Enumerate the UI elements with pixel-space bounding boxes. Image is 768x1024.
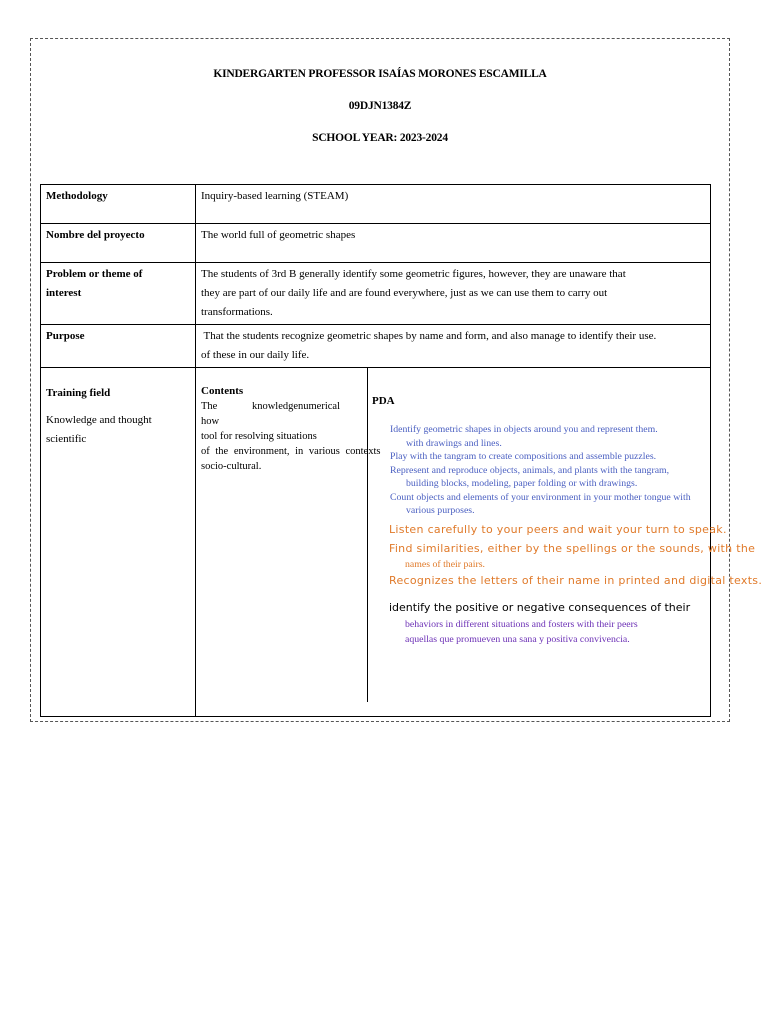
project-row [41, 224, 711, 263]
purpose-value [196, 325, 711, 368]
purpose-value-line1: That the students recognize geometric shapes by name and form, and also manage to identify their use. [201, 330, 657, 342]
pda-item-text: Count objects and elements of your environment in your mother tongue with [390, 491, 691, 503]
pda-item [390, 423, 762, 437]
methodology-value: Inquiry-based learning (STEAM) [196, 185, 711, 224]
methodology-label: Methodology [41, 185, 196, 224]
pda-orange-1: Listen carefully to your peers and wait your turn to speak. [389, 522, 727, 536]
pda-item-text-cont: various purposes. [406, 505, 475, 516]
purpose-label: Purpose [41, 325, 196, 368]
pda-behavior-block [372, 598, 762, 647]
school-year: SCHOOL YEAR: 2023-2024 [312, 132, 448, 144]
problem-label [41, 263, 196, 325]
training-label-cell [41, 368, 196, 717]
pda-orange-2: Find similarities, either by the spellings or the sounds, with the [389, 541, 756, 555]
contents-line4: socio-cultural. [201, 461, 262, 472]
school-name: KINDERGARTEN PROFESSOR ISAÍAS MORONES ESCAMILLA [213, 68, 547, 80]
contents-column [196, 368, 381, 702]
project-label: Nombre del proyecto [41, 224, 196, 263]
training-label: Training field [46, 387, 111, 399]
purpose-value-line2: of these in our daily life. [201, 349, 310, 361]
methodology-row [41, 185, 711, 224]
pda-orange-2b: names of their pairs. [405, 558, 485, 570]
pda-item [390, 464, 762, 478]
training-content-cell [196, 368, 763, 717]
pda-item-text: Play with the tangram to create compositions and assemble puzzles. [390, 451, 657, 462]
pda-item-text-cont: with drawings and lines. [406, 437, 502, 449]
training-row [41, 368, 711, 717]
school-code: 09DJN1384Z [348, 100, 412, 112]
pda-item [390, 450, 762, 464]
pda-item-text: Represent and reproduce objects, animals, and plants with the tangram, [390, 464, 670, 476]
contents-line1: The knowledgenumerical how [201, 401, 340, 427]
training-field-line2: scientific [46, 433, 87, 445]
pda-purple-2: aquellas que promueven una sana y positiva convivencia. [405, 633, 630, 645]
contents-label: Contents [201, 385, 244, 397]
problem-value-line3: transformations. [201, 306, 273, 318]
problem-value-line1: The students of 3rd B generally identify some geometric figures, however, they are unaware that [201, 268, 626, 280]
contents-line3: of the environment, in various contexts [201, 446, 381, 457]
problem-label-line2: interest [46, 287, 82, 299]
problem-label-line1: Problem or theme of [46, 268, 143, 280]
problem-value-line2: they are part of our daily life and are found everywhere, just as we can use them to carry out [201, 287, 608, 299]
contents-line2: tool for resolving situations [201, 431, 317, 442]
problem-row [41, 263, 711, 325]
problem-value [196, 263, 711, 325]
pda-column [368, 368, 762, 702]
project-value: The world full of geometric shapes [196, 224, 711, 263]
purpose-row [41, 325, 711, 368]
pda-item-text-cont: building blocks, modeling, paper folding or with drawings. [406, 478, 638, 489]
planning-table [40, 184, 763, 717]
pda-orange-3: Recognizes the letters of their name in printed and digital texts. [389, 573, 763, 587]
pda-label: PDA [372, 395, 395, 407]
training-field-line1: Knowledge and thought [46, 414, 152, 426]
pda-blue-list [372, 423, 762, 518]
pda-orange-block [372, 520, 762, 590]
pda-item [390, 491, 762, 505]
pda-item-text: Identify geometric shapes in objects around you and represent them. [390, 424, 658, 435]
pda-purple-1: behaviors in different situations and fosters with their peers [405, 618, 638, 630]
pda-black: identify the positive or negative consequences of their [389, 600, 691, 614]
